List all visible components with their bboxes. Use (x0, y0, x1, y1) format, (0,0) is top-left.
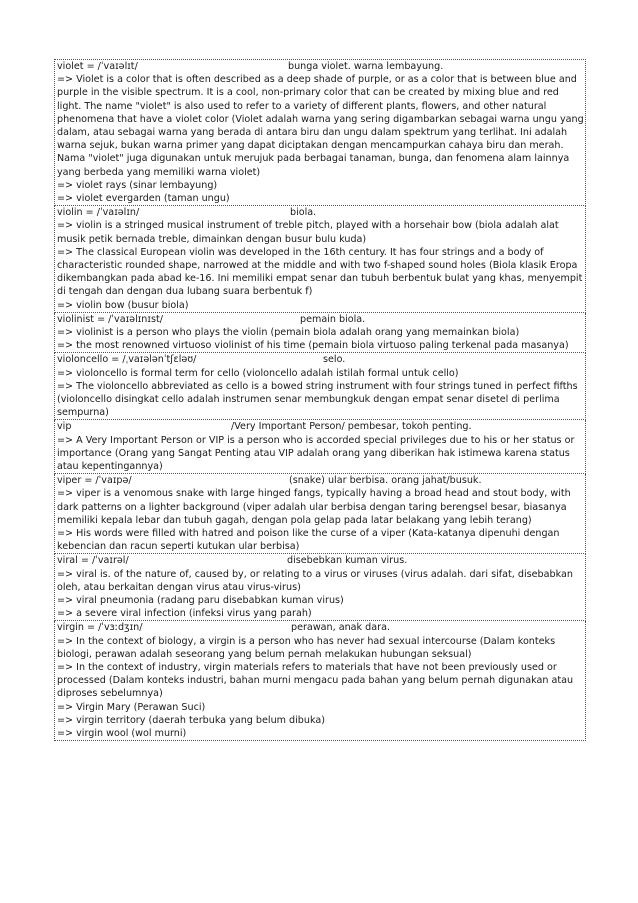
example-line: => In the context of biology, a virgin is a person who has never had sexual intercourse (Dalam konteks biologi, perawan adalah seseorang yang belum pernah melakukan hubungan seksual) (57, 635, 556, 660)
translation: /Very Important Person/ pembesar, tokoh penting. (231, 421, 472, 433)
translation: selo. (323, 354, 346, 366)
example-line: => the most renowned virtuoso violinist of his time (pemain biola virtuoso paling terkenal pada masanya) (57, 340, 569, 352)
headword: violin = /ˈvaɪəlɪn/ (57, 207, 140, 219)
headword: vip (57, 421, 72, 433)
example-line: => violoncello is formal term for cello (violoncello adalah istilah formal untuk cello) (57, 367, 459, 379)
headword: virgin = /ˈvɜːdʒɪn/ (57, 622, 143, 634)
headword: violoncello = /ˌvaɪələnˈtʃɛləʊ/ (57, 354, 197, 366)
example-line: => virgin wool (wol murni) (57, 728, 187, 740)
example-line: => violin bow (busur biola) (57, 299, 189, 311)
headword: viper = /ˈvaɪpə/ (57, 475, 132, 487)
headword: viral = /ˈvaɪrəl/ (57, 555, 129, 567)
entry-head (57, 420, 584, 433)
headword: violet = /ˈvaɪəlɪt/ (57, 61, 138, 72)
example-line: => violet rays (sinar lembayung) (57, 179, 218, 191)
example-line: => A Very Important Person or VIP is a person who is accorded special privileges due to his or her status or importance (Orang yang Sangat Penting atau VIP adalah orang yang diberikan hak istimewa karena status atau kepentingannya) (57, 434, 575, 473)
entry-viper (54, 474, 586, 554)
entry-head (57, 206, 584, 219)
translation: biola. (290, 207, 317, 219)
translation: disebebkan kuman virus. (287, 555, 408, 567)
example-line: => His words were filled with hatred and poison like the curse of a viper (Kata-katanya dipenuhi dengan kebencian dan racun seperti kutukan ular berbisa) (57, 528, 560, 553)
dictionary-page (54, 59, 586, 741)
entry-head (57, 60, 584, 73)
entry-head (57, 313, 584, 326)
example-line: => In the context of industry, virgin materials refers to materials that have not been previously used or processed (Dalam konteks industri, bahan murni mengacu pada bahan yang belum pernah digunakan atau diproses sebelumnya) (57, 662, 574, 700)
example-line: => viral pneumonia (radang paru disebabkan kuman virus) (57, 595, 344, 607)
translation: bunga violet. warna lembayung. (288, 61, 444, 72)
example-line: => viper is a venomous snake with large hinged fangs, typically having a broad head and stout body, with dark patterns on a lighter background (viper adalah ular berbisa dengan taring berengsel besar, biasanya memiliki kepala lebar dan tubuh gagah, dengan pola gelap pada latar belakang yang lebih terang) (57, 488, 571, 526)
entry-head (57, 353, 584, 366)
example-line: => violinist is a person who plays the violin (pemain biola adalah orang yang memainkan biola) (57, 327, 520, 339)
translation: perawan, anak dara. (291, 622, 391, 634)
headword: violinist = /ˈvaɪəlɪnɪst/ (57, 313, 163, 325)
example-line: => The violoncello abbreviated as cello is a bowed string instrument with four strings tuned in perfect fifths (violoncello disingkat cello adalah instrumen senar membungkuk dengan empat senar disetel di perlima sempurna) (57, 380, 578, 419)
translation: pemain biola. (300, 313, 366, 325)
example-line: => viral is. of the nature of, caused by, or relating to a virus or viruses (virus adalah. dari sifat, disebabkan oleh, atau berkaitan dengan virus atau virus-virus) (57, 568, 573, 593)
entry-violinist (54, 313, 586, 354)
entry-violet (54, 59, 586, 206)
example-line: => Virgin Mary (Perawan Suci) (57, 701, 206, 713)
example-line: => violin is a stringed musical instrument of treble pitch, played with a horsehair bow (biola adalah alat musik petik bernada treble, dimainkan dengan busur bulu kuda) (57, 220, 559, 245)
entry-viral (54, 554, 586, 621)
entry-head (57, 474, 584, 487)
example-line: => virgin territory (daerah terbuka yang belum dibuka) (57, 714, 325, 726)
entry-violin (54, 206, 586, 313)
translation: (snakе) ular berbisa. orang jahat/busuk. (289, 475, 482, 487)
example-line: => a severe viral infection (infeksi virus yang parah) (57, 608, 312, 620)
entry-vip (54, 420, 586, 474)
entry-head (57, 554, 584, 567)
example-line: => Violet is a color that is often described as a deep shade of purple, or as a color that is between blue and purple in the visible spectrum. It is a cool, non-primary color that can be created by mixing blue and red light. The name "violet" is also used to refer to a variety of different plants, flowers, and other natural phenomena that have a violet color (Violet adalah warna yang sering digambarkan sebagai warna ungu yang dalam, atau sebagai warna yang berada di antara biru dan ungu dalam spektrum yang terlihat. Ini adalah warna sejuk, bukan warna primer yang dapat diciptakan dengan mencampurkan cahaya biru dan merah. Nama "violet" juga digunakan untuk merujuk pada berbagai tanaman, bunga, dan fenomena alam lainnya yang berbeda yang memiliki warna violet) (57, 74, 584, 178)
example-line: => violet evergarden (taman ungu) (57, 193, 230, 205)
example-line: => The classical European violin was developed in the 16th century. It has four strings and a body of characteristic rounded shape, narrowed at the middle and with two f-shaped sound holes (Biola klasik Eropa dikembangkan pada abad ke-16. Ini memiliki empat senar dan tubuh berbentuk bulat yang khas, menyempit di tengah dan dengan dua lubang suara berbentuk f) (57, 246, 583, 298)
entry-virgin (54, 621, 586, 741)
entry-violoncello (54, 353, 586, 420)
entry-head (57, 621, 584, 634)
